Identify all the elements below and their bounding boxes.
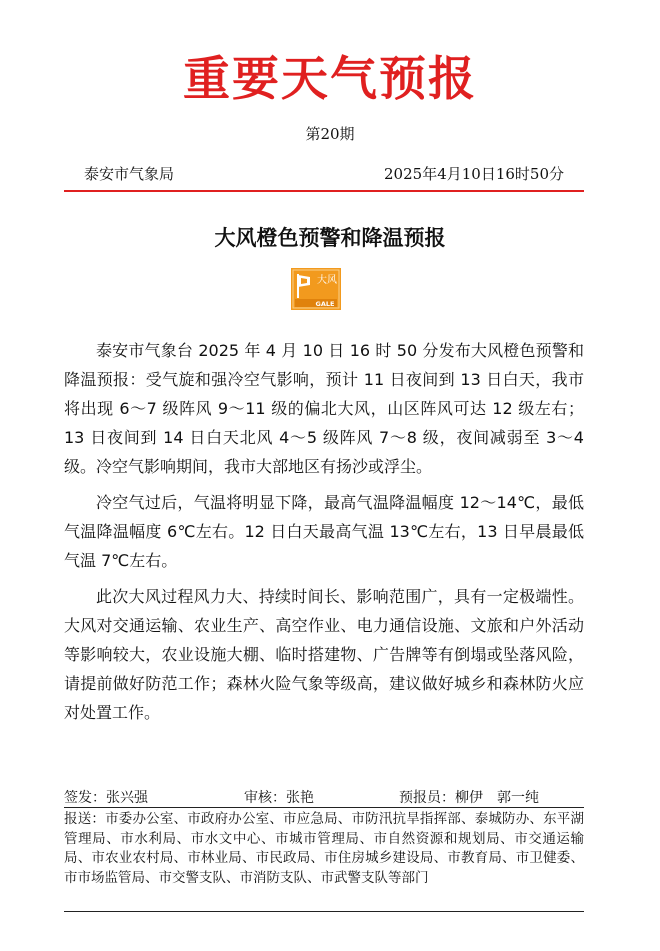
issuer-name: 泰安市气象局 [84, 165, 175, 183]
forecaster: 预报员：柳伊 郭一纯 [399, 790, 539, 806]
signature-row [64, 787, 584, 807]
issue-datetime: 2025年4月10日16时50分 [384, 165, 564, 183]
document-title: 大风橙色预警和降温预报 [214, 226, 446, 250]
paragraph-1: 泰安市气象台 2025 年 4 月 10 日 16 时 50 分发布大风橙色预警和降温预报：受气旋和强冷空气影响，预计 11 日夜间到 13 日白天，我市将出现 6～7 级阵风 9～11 级的偏北大风，山区阵风可达 12 级左右；13 日夜间到 14 日白天北风 4～5 级阵风 7～8 级，夜间减弱至 3～4 级。冷空气影响期间，我市大部地区有扬沙或浮尘。 [64, 341, 584, 476]
paragraph-3: 此次大风过程风力大、持续时间长、影响范围广，具有一定极端性。大风对交通运输、农业生产、高空作业、电力通信设施、文旅和户外活动等影响较大，农业设施大棚、临时搭建物、广告牌等有倒塌或坠落风险，请提前做好防范工作；森林火险气象等级高，建议做好城乡和森林防火应对处置工作。 [64, 587, 584, 722]
masthead-title: 重要天气预报 [183, 52, 477, 107]
issuer-row [84, 163, 564, 184]
signal-label-cn: 大风 [317, 275, 337, 286]
header-divider [64, 190, 584, 192]
gale-orange-warning-icon [291, 268, 341, 310]
footer-divider-bottom [64, 911, 584, 912]
signer: 签发：张兴强 [64, 790, 148, 806]
paragraph-2: 冷空气过后，气温将明显下降，最高气温降温幅度 12～14℃，最低气温降温幅度 6℃左右。12 日白天最高气温 13℃左右，13 日早晨最低气温 7℃左右。 [64, 493, 584, 570]
forecast-body [64, 336, 584, 734]
footer-divider-top [64, 807, 584, 808]
issue-number: 第20期 [305, 125, 355, 143]
reviewer: 审核：张艳 [244, 790, 314, 806]
signal-label-en: GALE [315, 300, 335, 308]
distribution-list: 报送：市委办公室、市政府办公室、市应急局、市防汛抗旱指挥部、泰城防办、东平湖管理局、市水利局、市水文中心、市城市管理局、市自然资源和规划局、市交通运输局、市农业农村局、市林业局、市民政局、市住房城乡建设局、市教育局、市卫健委、市市场监管局、市交警支队、市消防支队、市武警支队等部门 [64, 811, 584, 886]
